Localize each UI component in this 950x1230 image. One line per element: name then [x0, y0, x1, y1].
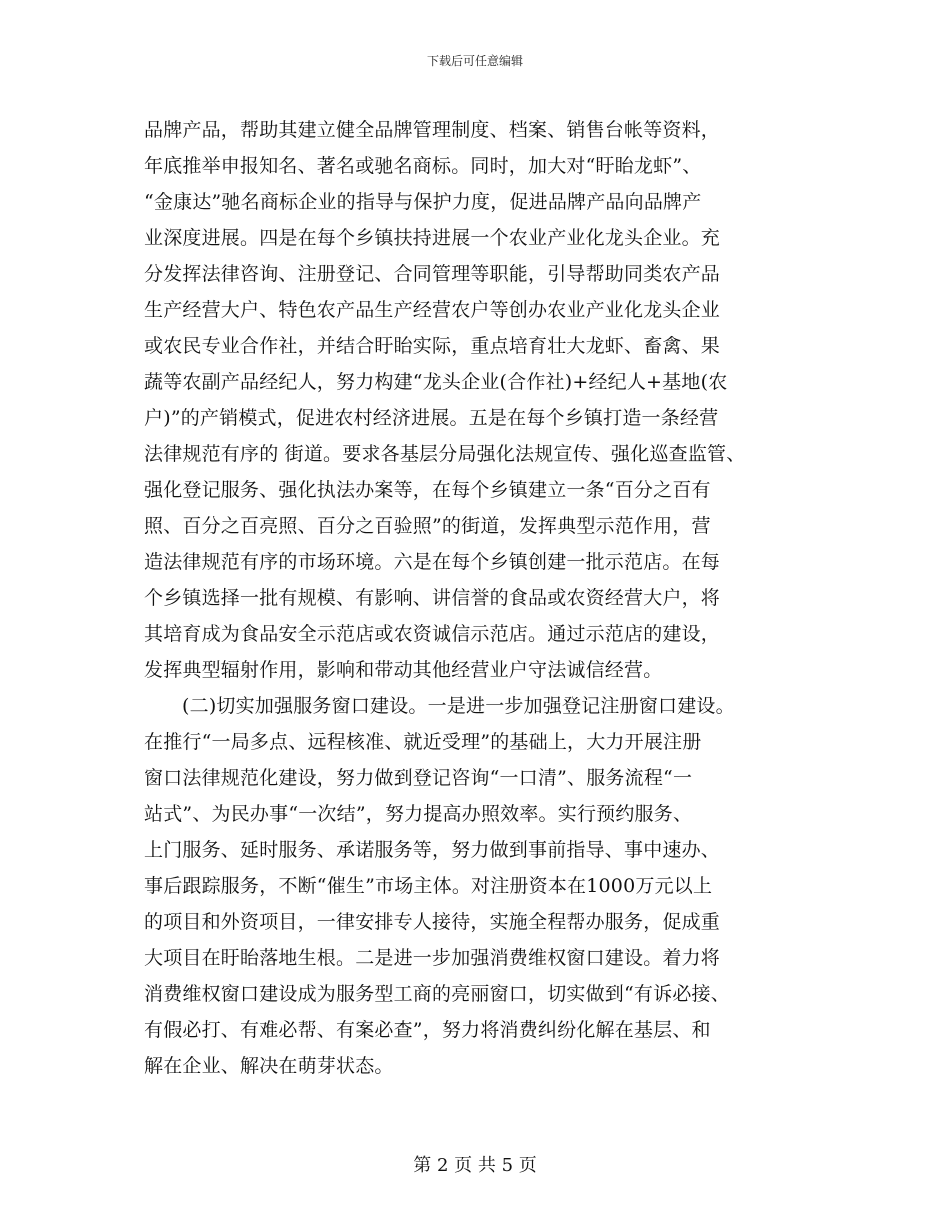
text-line: 事后跟踪服务，不断“催生”市场主体。对注册资本在1000万元以上: [144, 875, 713, 897]
text-line: 个乡镇选择一批有规模、有影响、讲信誉的食品或农资经营大户，将: [144, 587, 721, 609]
text-line: 上门服务、延时服务、承诺服务等，努力做到事前指导、事中速办、: [144, 839, 721, 861]
text-line: 大项目在盱眙落地生根。二是进一步加强消费维权窗口建设。着力将: [144, 947, 721, 969]
text-line: 年底推举申报知名、著名或驰名商标。同时，加大对“盱眙龙虾”、: [144, 155, 702, 177]
page-header: 下载后可任意编辑: [426, 54, 523, 68]
text-line: “金康达”驰名商标企业的指导与保护力度，促进品牌产品向品牌产: [144, 191, 702, 213]
text-line: 的项目和外资项目，一律安排专人接待，实施全程帮办服务，促成重: [144, 911, 721, 933]
text-line: 照、百分之百亮照、百分之百验照”的街道，发挥典型示范作用，营: [144, 515, 711, 537]
body-text: [144, 112, 834, 1084]
text-line: 生产经营大户、特色农产品生产经营农户等创办农业产业化龙头企业: [144, 299, 721, 321]
paragraph-start-line: (二)切实加强服务窗口建设。一是进一步加强登记注册窗口建设。: [182, 695, 735, 717]
text-line: 法律规范有序的 街道。要求各基层分局强化法规宣传、强化巡查监管、: [144, 443, 746, 465]
text-line: 户)”的产销模式，促进农村经济进展。五是在每个乡镇打造一条经营: [144, 407, 719, 429]
text-line: 分发挥法律咨询、注册登记、合同管理等职能，引导帮助同类农产品: [144, 263, 721, 285]
text-line: 蔬等农副产品经纪人，努力构建“龙头企业(合作社)+经纪人+基地(农: [144, 371, 728, 393]
text-line: 造法律规范有序的市场环境。六是在每个乡镇创建一批示范店。在每: [144, 551, 721, 573]
text-line: 有假必打、有难必帮、有案必查”，努力将消费纠纷化解在基层、和: [144, 1019, 711, 1041]
text-line: 或农民专业合作社，并结合盱眙实际，重点培育壮大龙虾、畜禽、果: [144, 335, 721, 357]
text-line: 业深度进展。四是在每个乡镇扶持进展一个农业产业化龙头企业。充: [144, 227, 721, 249]
text-line: 窗口法律规范化建设，努力做到登记咨询“一口清”、服务流程“一: [144, 767, 693, 789]
text-line: 品牌产品，帮助其建立健全品牌管理制度、档案、销售台帐等资料，: [144, 119, 721, 141]
text-line: 消费维权窗口建设成为服务型工商的亮丽窗口，切实做到“有诉必接、: [144, 983, 730, 1005]
text-line: 发挥典型辐射作用，影响和带动其他经营业户守法诚信经营。: [144, 659, 663, 681]
text-line: 站式”、为民办事“一次结”，努力提高办照效率。实行预约服务、: [144, 803, 693, 825]
text-line: 在推行“一局多点、远程核准、就近受理”的基础上，大力开展注册: [144, 731, 702, 753]
page-number: 第 2 页 共 5 页: [413, 1155, 537, 1176]
text-line: 解在企业、解决在萌芽状态。: [144, 1055, 394, 1077]
text-line: 强化登记服务、强化执法办案等，在每个乡镇建立一条“百分之百有: [144, 479, 711, 501]
text-line: 其培育成为食品安全示范店或农资诚信示范店。通过示范店的建设，: [144, 623, 721, 645]
